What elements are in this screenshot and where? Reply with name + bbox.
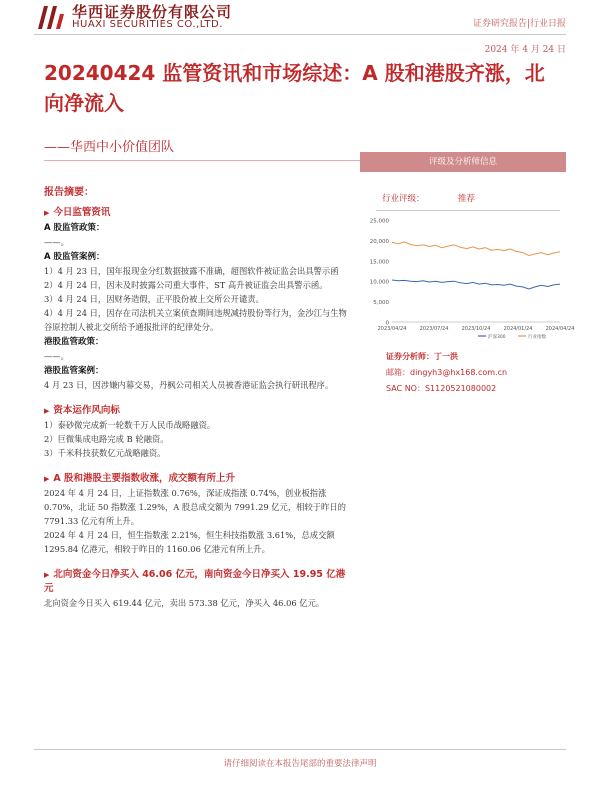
bullet-triangle-icon: ▶	[44, 407, 50, 415]
analyst-info	[386, 349, 507, 397]
section-market: ▶ A 股和港股主要指数收涨，成交额有所上升	[44, 473, 236, 484]
list-item: 2024 年 4 月 24 日，恒生指数涨 2.21%，恒生科技指数涨 3.61%，总成交额 1295.84 亿港元，相较于昨日的 1160.06 亿港元有所上升。	[44, 530, 335, 554]
rating-value: 推荐	[458, 194, 476, 204]
list-item: 3）千米科技获数亿元战略融资。	[44, 448, 166, 458]
legal-notice: 请仔细阅读在本报告尾部的重要法律声明	[223, 759, 377, 769]
report-date: 2024 年 4 月 24 日	[484, 45, 566, 55]
company-name-en: HUAXI SECURITIES CO.,LTD.	[72, 19, 223, 30]
x-tick-label: 2024/04/24	[545, 326, 575, 332]
y-tick-label: 15,000	[369, 259, 389, 266]
rating-divider	[376, 210, 560, 211]
report-category: 证券研究报告|行业日报	[472, 19, 566, 29]
a-policy-label: A 股监管政策：	[44, 223, 105, 233]
x-tick-label: 2023/07/24	[419, 326, 449, 332]
x-tick-label: 2023/10/24	[461, 326, 491, 332]
sac-label: SAC NO：	[386, 384, 425, 393]
y-tick-label: 0	[385, 320, 389, 327]
email-link[interactable]: dingyh3@hx168.com.cn	[410, 368, 508, 377]
rating-sidebar	[360, 152, 575, 393]
list-item: 2024 年 4 月 24 日，上证指数涨 0.76%，深证成指涨 0.74%，创业板指涨 0.70%，北证 50 指数涨 1.29%，A 股总成交额为 7991.29 亿元，相较于昨日的 7791.33 亿元有所上升。	[44, 488, 346, 526]
bullet-triangle-icon: ▶	[44, 475, 50, 483]
sidebar-header: 评级及分析师信息	[360, 152, 566, 172]
y-tick-label: 20,000	[369, 238, 389, 245]
page-header	[0, 0, 600, 36]
x-tick-label: 2024/01/24	[503, 326, 533, 332]
list-item: 2）4 月 24 日，因未及时披露公司重大事件，ST 高升被证监会出具警示函。	[44, 280, 328, 290]
hk-cases-label: 港股监管案例：	[44, 366, 104, 376]
company-name-cn: 华西证券股份有限公司	[72, 3, 233, 21]
industry-rating	[360, 188, 566, 212]
x-tick-label: 2023/04/24	[377, 326, 407, 332]
list-item: 4）4 月 24 日，因存在司法机关立案侦查期间违规减持股份等行为，金沙江与生物谷原控制人被北交所给予通报批评的纪律处分。	[44, 308, 347, 332]
section-capital: ▶ 资本运作风向标	[44, 405, 120, 416]
legend-label: 沪深300	[488, 335, 506, 340]
list-item: 北向资金今日买入 619.44 亿元，卖出 573.38 亿元，净买入 46.06 亿元。	[44, 598, 325, 608]
section-regulation: ▶ 今日监管资讯	[44, 207, 111, 218]
company-logo-icon	[34, 2, 66, 32]
index-chart	[360, 212, 575, 340]
a-policy-text: ——。	[44, 237, 69, 247]
report-summary	[44, 186, 352, 610]
list-item: 4 月 23 日，因涉嫌内幕交易，丹枫公司相关人员被香港证监会执行研讯程序。	[44, 380, 334, 390]
analyst-label: 证券分析师：	[386, 352, 434, 361]
team-name: ——华西中小价值团队	[44, 140, 175, 155]
sac-row	[386, 381, 507, 397]
section-northbound: ▶ 北向资金今日净买入 46.06 亿元，南向资金今日净买入 19.95 亿港元	[44, 569, 346, 594]
bullet-triangle-icon: ▶	[44, 209, 50, 217]
series-line	[392, 242, 560, 256]
analyst-name: 丁一洪	[434, 352, 458, 361]
report-title: 20240424 监管资讯和市场综述：A 股和港股齐涨，北向净流入	[44, 61, 545, 115]
y-tick-label: 5,000	[373, 300, 389, 307]
y-tick-label: 25,000	[369, 218, 389, 225]
hk-policy-text: ——。	[44, 351, 69, 361]
analyst-row	[386, 349, 507, 365]
email-label: 邮箱：	[386, 368, 410, 377]
summary-label: 报告摘要：	[44, 187, 94, 198]
series-line	[392, 280, 560, 289]
legend-label: 行业指数	[528, 335, 546, 340]
hk-policy-label: 港股监管政策：	[44, 337, 104, 347]
y-tick-label: 10,000	[369, 279, 389, 286]
bullet-triangle-icon: ▶	[44, 571, 50, 579]
footer-divider	[34, 749, 566, 750]
list-item: 3）4 月 24 日，因财务造假，正平股份被上交所公开谴责。	[44, 294, 264, 304]
sac-number: S1120521080002	[424, 384, 497, 393]
a-cases-label: A 股监管案例：	[44, 252, 105, 262]
list-item: 1）泰砂微完成新一轮数千万人民币战略融资。	[44, 420, 216, 430]
header-divider	[34, 34, 566, 35]
list-item: 1）4 月 23 日，国年报现金分红数据披露不准确，超图软件被证监会出具警示函	[44, 266, 339, 276]
list-item: 2）巨微集成电路完成 B 轮融资。	[44, 434, 169, 444]
rating-label: 行业评级：	[382, 194, 425, 204]
email-row	[386, 365, 507, 381]
